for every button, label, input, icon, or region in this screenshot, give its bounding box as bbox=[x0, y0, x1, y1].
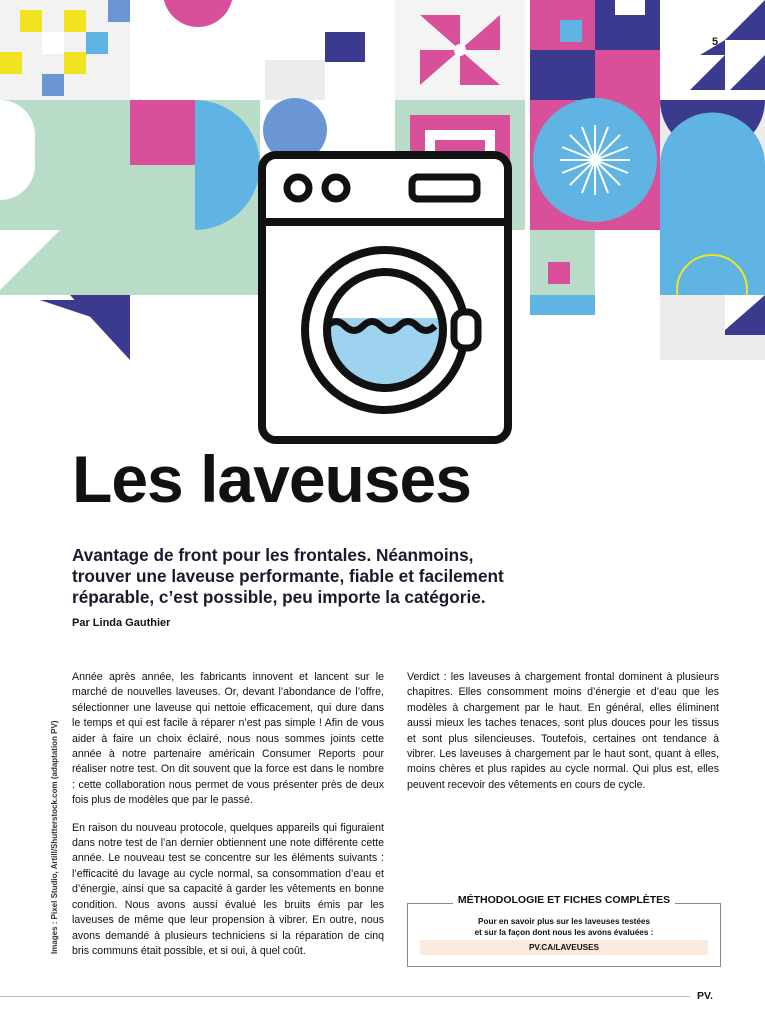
footer-logo: PV. bbox=[697, 990, 713, 1002]
body-paragraph: Année après année, les fabricants innovent et lancent sur le marché de nouvelles laveuses. Or, devant l’abondance de l’offre, sélectionner une laveuse qui nettoie efficacement, qui dure dans le temps et qui est facile à réparer n’est pas simple ! Afin de vous aider à faire un choix éclairé, nous nous sommes joints cette année à notre partenaire américain Consumer Reports pour réaliser notre test. On dit souvent que la force est dans le nombre : cette collaboration nous permet de vous présenter près de deux fois plus de modèles que par le passé. bbox=[72, 671, 384, 807]
body-paragraph: En raison du nouveau protocole, quelques appareils qui figuraient dans notre test de l’an dernier obtiennent une note différente cette année. Le nouveau test se concentre sur les éléments suivants : l’efficacité du lavage au cycle normal, sa consommation d’eau et d’énergie, ainsi que sa capacité à garder les vêtements en bonne condition. Nous avons aussi évalué les bruits émis par les laveuses de même que leur propension à vibrer. En outre, nous avons demandé à plusieurs techniciens si la réparation de cinq bris communs était possible, et si oui, à quel coût. bbox=[72, 821, 384, 957]
page-title: Les laveuses bbox=[72, 442, 471, 516]
byline: Par Linda Gauthier bbox=[72, 617, 171, 629]
washing-machine-icon bbox=[262, 155, 508, 440]
methodology-box-title: MÉTHODOLOGIE ET FICHES COMPLÈTES bbox=[453, 894, 675, 906]
body-paragraph: Verdict : les laveuses à chargement frontal dominent à plusieurs chapitres. Elles consomment moins d’énergie et d’eau que les modèles à chargement par le haut. En général, elles éliminent aussi mieux les taches tenaces, sont plus douces pour les tissus et sont plus silencieuses. Toutefois, certaines ont tendance à vibrer. Les laveuses à chargement par le haut sont, quant à elles, moins chères et plus rapides au cycle normal. Qui plus est, elles peuvent recevoir des vêtements en cours de cycle. bbox=[407, 671, 719, 791]
methodology-box-line1: Pour en savoir plus sur les laveuses testées bbox=[477, 917, 651, 926]
methodology-box bbox=[407, 894, 721, 967]
geometric-pattern-illustration bbox=[0, 0, 765, 445]
page-number: 5 bbox=[712, 36, 719, 48]
methodology-link[interactable]: PV.CA/LAVEUSES bbox=[420, 940, 708, 955]
footer-divider bbox=[0, 996, 690, 997]
deck-subtitle: Avantage de front pour les frontales. Néanmoins, trouver une laveuse performante, fiable et facilement réparable, c’est possible, peu importe la catégorie. bbox=[72, 545, 504, 607]
methodology-box-line2: et sur la façon dont nous les avons évaluées : bbox=[474, 928, 654, 937]
body-column-2 bbox=[407, 670, 719, 805]
image-credit: Images : Pixel Studio, Artill/Shutterstock.com (adaptation PV) bbox=[50, 720, 59, 954]
body-column-1 bbox=[72, 670, 384, 971]
